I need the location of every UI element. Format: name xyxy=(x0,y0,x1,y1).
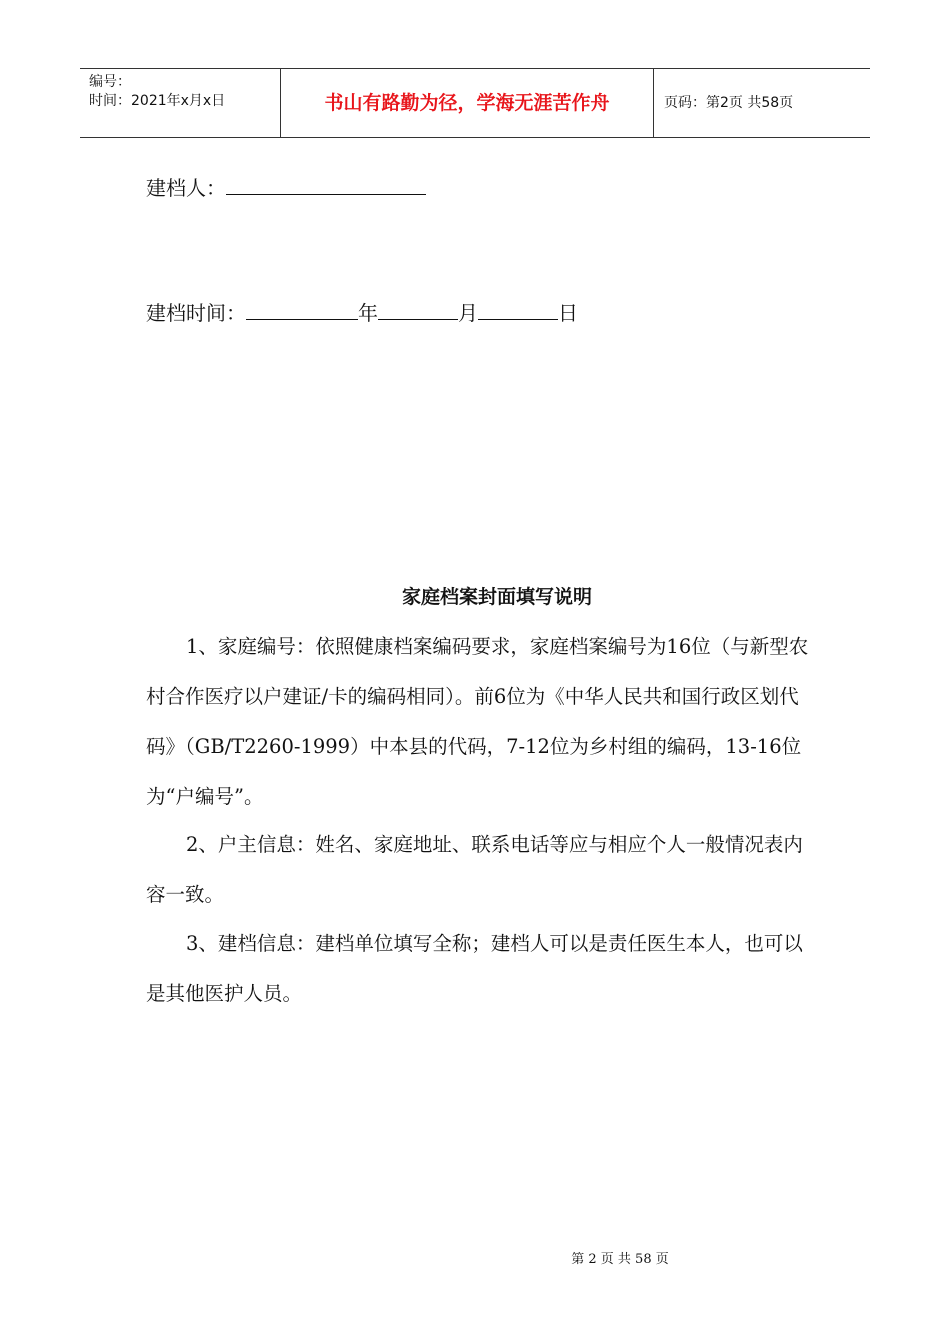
archiver-field xyxy=(146,172,426,202)
instruction-paragraph-3: 3、建档信息：建档单位填写全称；建档人可以是责任医生本人，也可以是其他医护人员。 xyxy=(146,932,803,1005)
page-header xyxy=(80,68,870,138)
header-meta xyxy=(89,73,279,111)
document-number-label: 编号： xyxy=(89,74,131,90)
year-unit: 年 xyxy=(358,301,378,325)
instruction-paragraph-2: 2、户主信息：姓名、家庭地址、联系电话等应与相应个人一般情况表内容一致。 xyxy=(146,833,803,906)
document-time-label: 时间：2021年x月x日 xyxy=(89,93,226,109)
instruction-paragraph-1: 1、家庭编号：依照健康档案编码要求，家庭档案编号为16位（与新型农村合作医疗以户建证/卡的编码相同）。前6位为《中华人民共和国行政区划代码》（GB/T2260-1999）中本县的代码，7-12位为乡村组的编码，13-16位为“户编号”。 xyxy=(146,635,809,808)
archive-time-field xyxy=(146,297,578,327)
header-divider-right xyxy=(653,69,654,137)
archiver-label: 建档人： xyxy=(146,176,226,200)
year-blank[interactable] xyxy=(246,297,358,320)
day-blank[interactable] xyxy=(478,297,558,320)
header-page-info: 页码：第2页 共58页 xyxy=(664,95,794,111)
month-unit: 月 xyxy=(458,301,478,325)
month-blank[interactable] xyxy=(378,297,458,320)
archive-time-label: 建档时间： xyxy=(146,301,246,325)
day-unit: 日 xyxy=(558,301,578,325)
section-title: 家庭档案封面填写说明 xyxy=(401,586,592,608)
archiver-blank[interactable] xyxy=(226,172,426,195)
header-motto: 书山有路勤为径，学海无涯苦作舟 xyxy=(324,92,610,114)
page-footer: 第 2 页 共 58 页 xyxy=(571,1252,669,1267)
